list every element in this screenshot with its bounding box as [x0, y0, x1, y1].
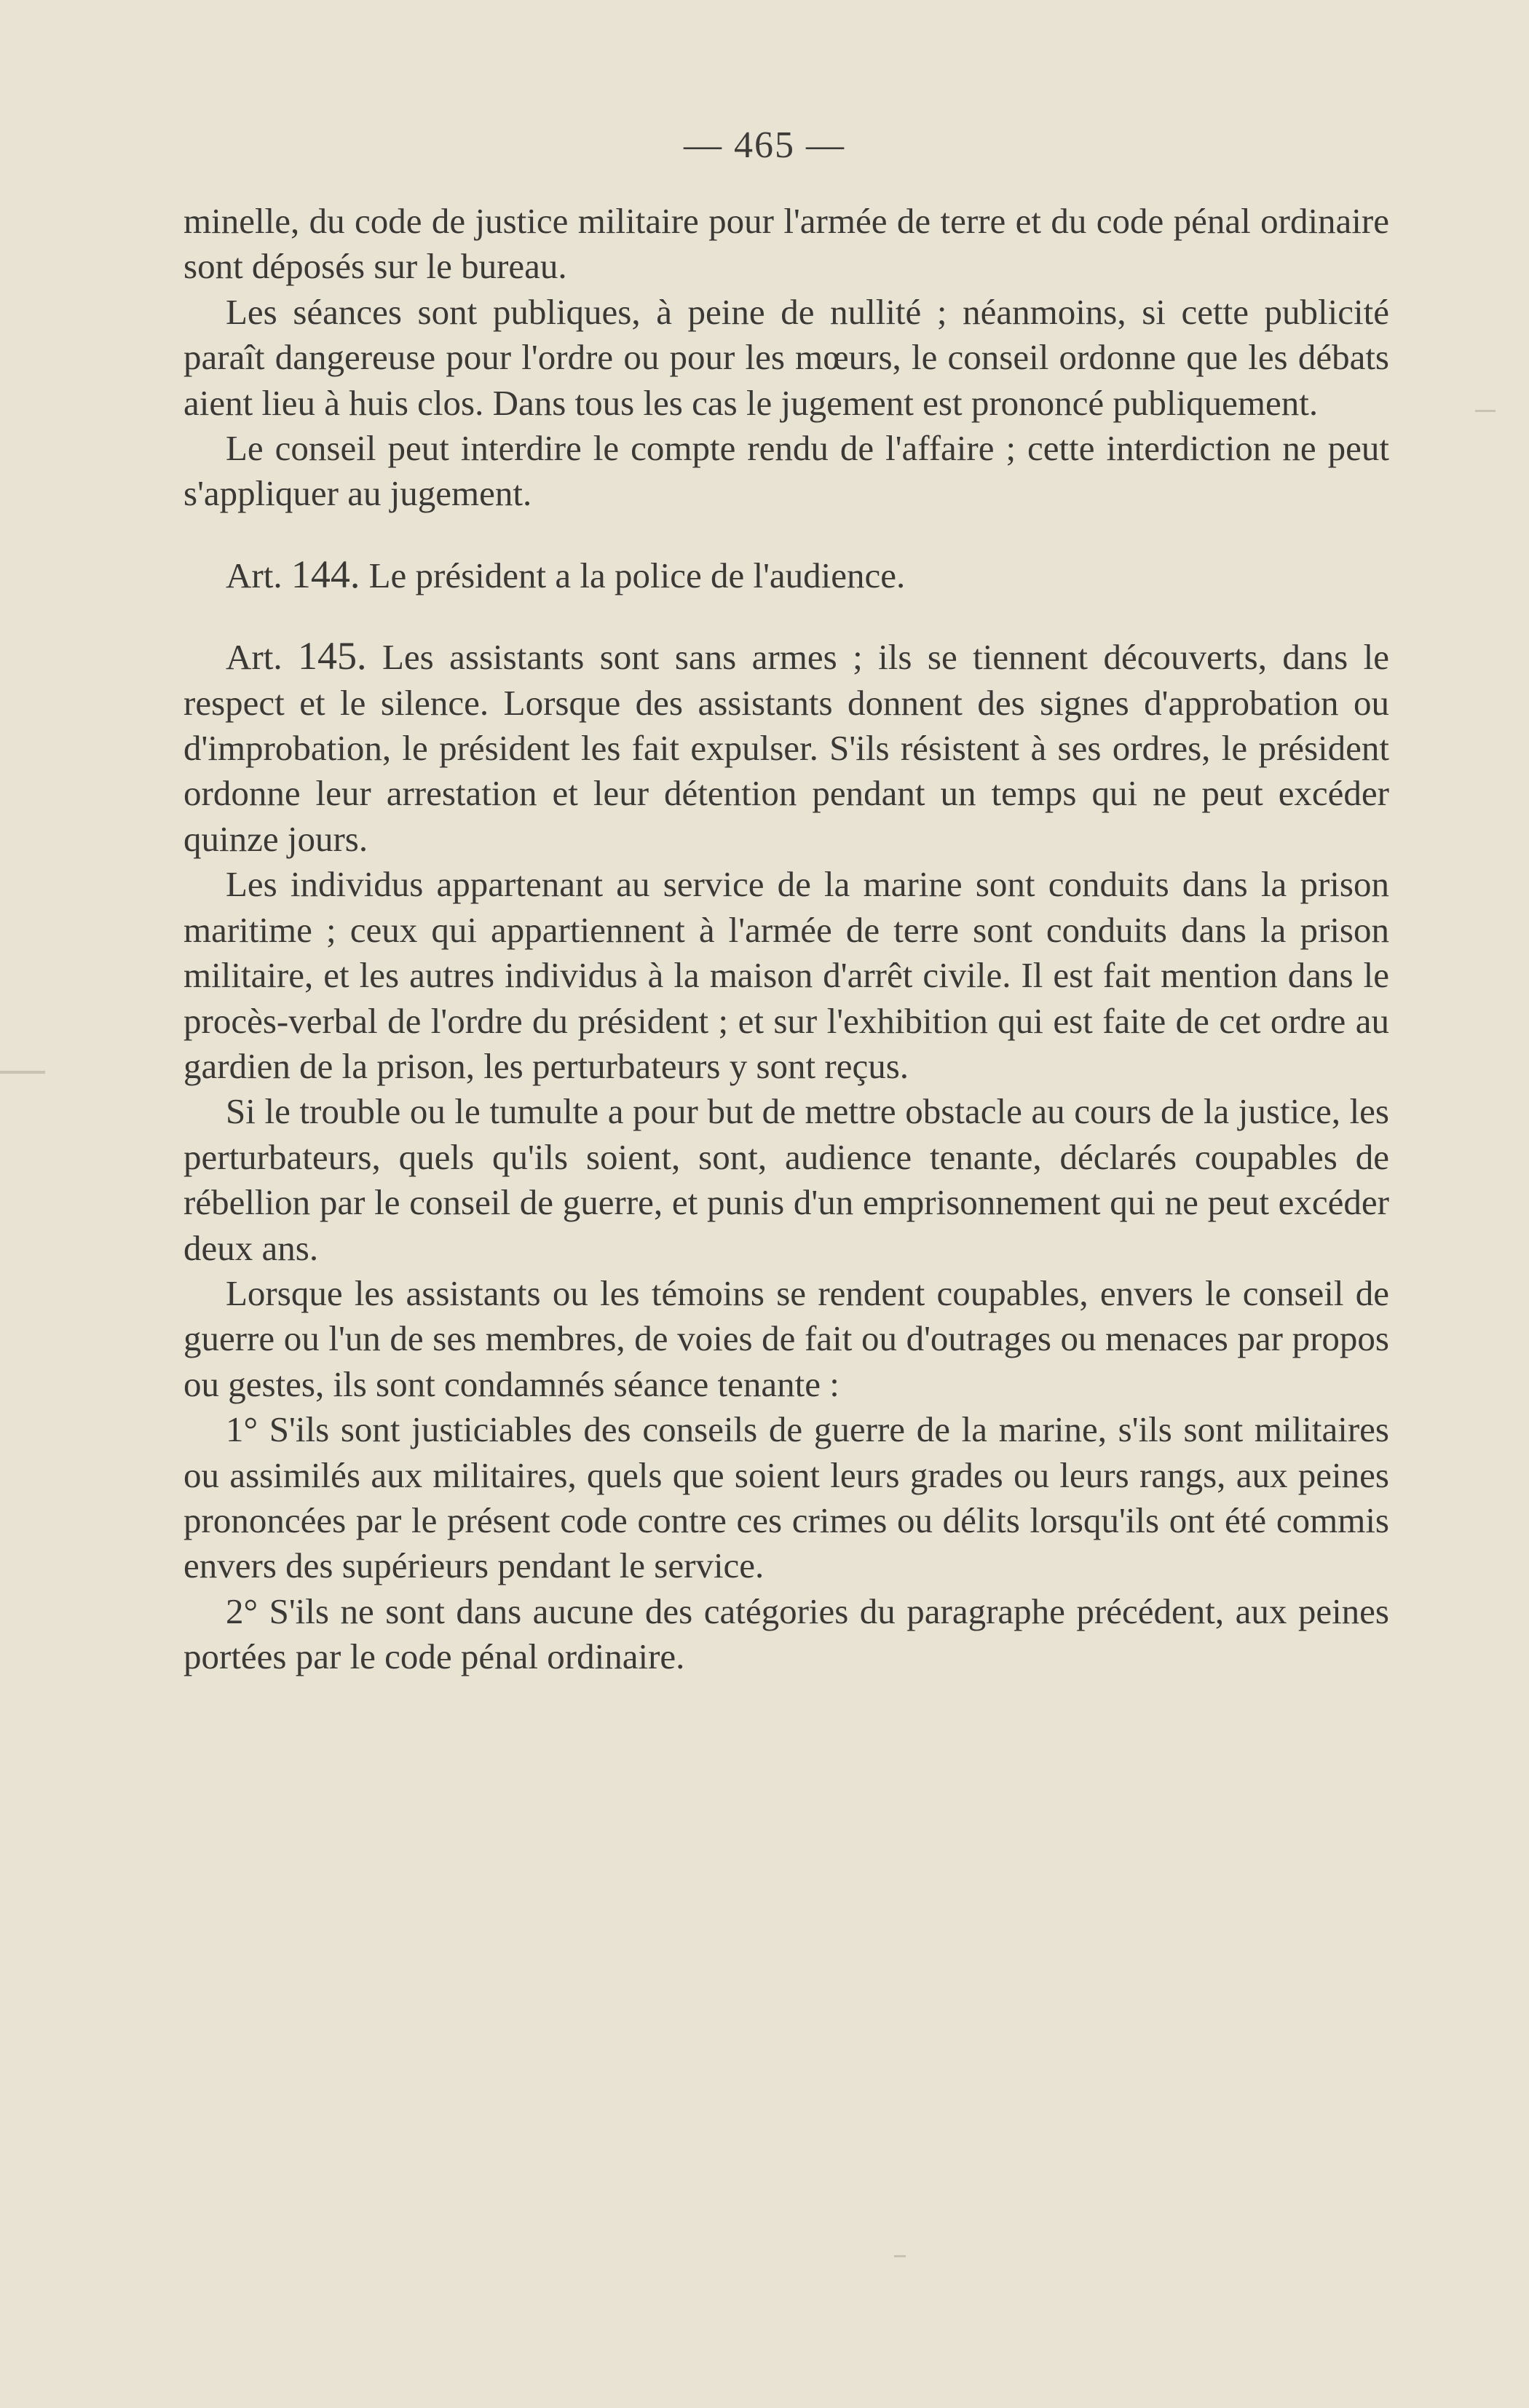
body-paragraph: Si le trouble ou le tumulte a pour but de mettre obstacle au cours de la justice, les perturbateurs, quels qu'ils soient, sont, audience tenante, déclarés coupables de rébellion par le conseil de guerre, et punis d'un emprisonnement qui ne peut excéder deux ans.: [183, 1091, 1389, 1268]
list-item: 1° S'ils sont justiciables des conseils de guerre de la marine, s'ils sont militaires ou assimilés aux militaires, quels que soient leurs grades ou leurs rangs, aux peines prononcées par le présent code contre ces crimes ou délits lorsqu'ils ont été commis envers des supérieurs pendant le service.: [183, 1409, 1389, 1586]
article-145: [183, 633, 1389, 862]
body-paragraph: Les individus appartenant au service de la marine sont conduits dans la prison maritime ; ceux qui appartiennent à l'armée de terre sont conduits dans la prison militaire, et les autres individus à la maison d'arrêt civile. Il est fait mention dans le procès-verbal de l'ordre du président ; et sur l'exhibition qui est faite de cet ordre au gardien de la prison, les perturbateurs y sont reçus.: [183, 864, 1389, 1086]
page-number: — 465 —: [684, 124, 845, 166]
body-paragraph: Le conseil peut interdire le compte rendu de l'affaire ; cette interdiction ne peut s'appliquer au jugement.: [183, 428, 1389, 514]
body-paragraph: Les séances sont publiques, à peine de nullité ; néanmoins, si cette publicité paraît dangereuse pour l'ordre ou pour les mœurs, le conseil ordonne que les débats aient lieu à huis clos. Dans tous les cas le jugement est prononcé publiquement.: [183, 291, 1389, 423]
article-label: Art.: [226, 555, 283, 595]
article-text: Les assistants sont sans armes ; ils se tiennent découverts, dans le respect et le silence. Lorsque des assistants donnent des signes d'approbation ou d'improbation, le président les fait expulser. S'ils résistent à ses ordres, le président ordonne leur arrestation et leur détention pendant un temps qui ne peut excéder quinze jours.: [183, 637, 1390, 859]
margin-mark: [0, 1071, 45, 1074]
margin-mark: [894, 2255, 906, 2257]
list-item: 2° S'ils ne sont dans aucune des catégories du paragraphe précédent, aux peines portées par le code pénal ordinaire.: [183, 1591, 1389, 1677]
body-paragraph: Lorsque les assistants ou les témoins se rendent coupables, envers le conseil de guerre ou l'un de ses membres, de voies de fait ou d'outrages ou menaces par propos ou gestes, ils sont condamnés séance tenante :: [183, 1272, 1389, 1404]
page-body: [183, 199, 1389, 1680]
article-label: Art.: [226, 637, 283, 678]
article-number: 144.: [291, 552, 360, 596]
body-paragraph: minelle, du code de justice militaire pour l'armée de terre et du code pénal ordinaire sont déposés sur le bureau.: [183, 201, 1389, 287]
article-text: Le président a la police de l'audience.: [368, 555, 906, 595]
article-number: 145.: [298, 634, 367, 678]
article-144: [183, 552, 1389, 598]
margin-mark: [1475, 410, 1496, 412]
